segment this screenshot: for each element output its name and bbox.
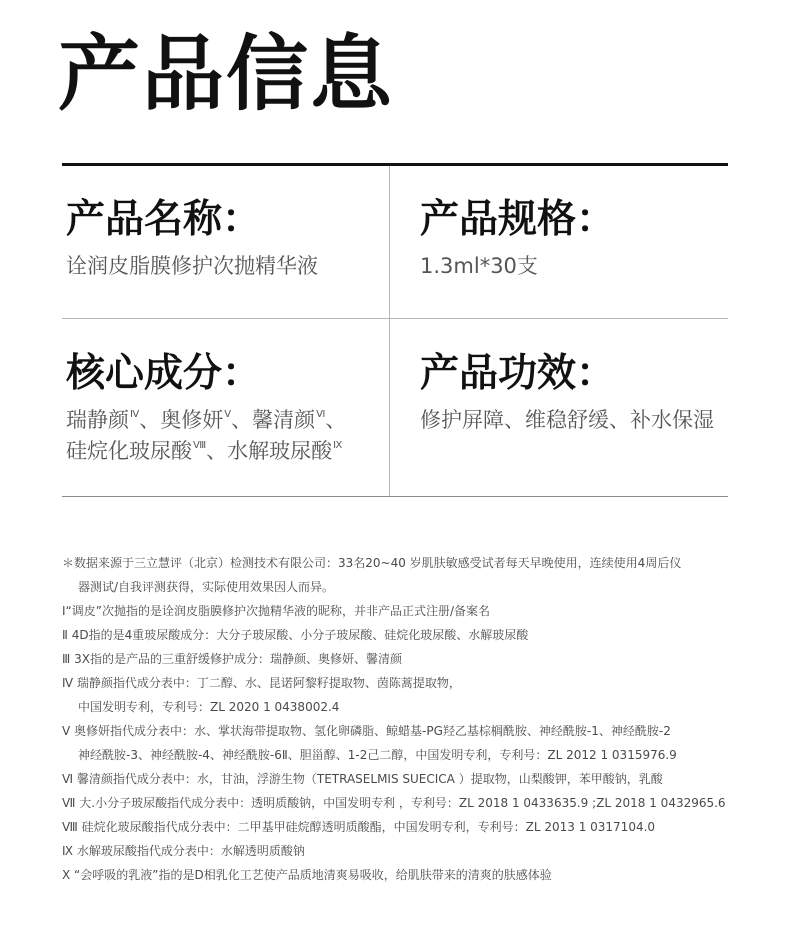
footnote: 器测试/自我评测获得，实际使用效果因人而异。 [78,580,335,594]
page-title: 产品信息 [58,27,395,122]
product-spec-value: 1.3ml*30支 [420,253,538,278]
product-efficacy-label: 产品功效： [420,351,616,396]
grid-divider-bottom [62,496,728,497]
footnote: ＊数据来源于三立慧评（北京）检测技术有限公司：33名20~40 岁肌肤敏感受试者每天早晚使用，连续使用4周后仪 [62,556,682,570]
footnote: Ⅶ 大.小分子玻尿酸指代成分表中：透明质酸钠，中国发明专利 ，专利号：ZL 2018 1 0433635.9 ;ZL 2018 1 0432965.6 [62,796,726,810]
footnote: Ⅲ 3X指的是产品的三重舒缓修护成分：瑞静颜、奥修妍、馨清颜 [62,652,402,666]
product-name-cell [66,198,318,282]
product-spec-cell [420,198,615,282]
footnote: Ⅷ 硅烷化玻尿酸指代成分表中：二甲基甲硅烷醇透明质酸酯，中国发明专利，专利号：ZL 2013 1 0317104.0 [62,820,656,834]
footnote: Ⅵ 馨清颜指代成分表中：水，甘油，浮游生物（TETRASELMIS SUECICA ）提取物，山梨酸钾，苯甲酸钠，乳酸 [62,772,663,786]
product-spec-label: 产品规格： [420,197,616,242]
footnote: Ⅹ “会呼吸的乳液”指的是D相乳化工艺使产品质地清爽易吸收，给肌肤带来的清爽的肤感体验 [62,868,552,882]
grid-divider-vertical [389,166,390,496]
core-ingredients-value [66,405,346,468]
top-rule [62,163,728,166]
grid-divider-middle [62,318,728,319]
ingredient-item: 硅烷化玻尿酸$^Ⅷ$、 [66,439,228,464]
ingredient-item: 奥修妍$^Ⅴ$、 [160,407,253,432]
footnote: Ⅸ 水解玻尿酸指代成分表中：水解透明质酸钠 [62,844,305,858]
core-ingredients-label: 核心成分： [66,351,262,396]
ingredient-item: 馨清颜$^Ⅵ$、 [252,407,347,432]
product-efficacy-value: 修护屏障、维稳舒缓、补水保湿 [420,407,714,432]
footnote: 中国发明专利，专利号：ZL 2020 1 0438002.4 [78,700,340,714]
core-ingredients-cell [66,352,346,468]
footnote: Ⅳ 瑞静颜指代成分表中：丁二醇、水、昆诺阿黎籽提取物、茵陈蒿提取物， [62,676,461,690]
ingredient-item: 瑞静颜$^Ⅳ$、 [66,407,161,432]
product-efficacy-cell [420,352,714,436]
product-name-label: 产品名称： [66,197,262,242]
ingredient-item: 水解玻尿酸$^Ⅸ$ [227,439,343,464]
footnote: Ⅱ 4D指的是4重玻尿酸成分：大分子玻尿酸、小分子玻尿酸、硅烷化玻尿酸、水解玻尿酸 [62,628,529,642]
footnote: Ⅰ“调皮”次抛指的是诠润皮脂膜修护次抛精华液的昵称，并非产品正式注册/备案名 [62,604,491,618]
footnote: 神经酰胺-3、神经酰胺-4、神经酰胺-6Ⅱ、胆甾醇、1-2己二醇，中国发明专利，专利号：ZL 2012 1 0315976.9 [78,748,677,762]
product-name-value: 诠润皮脂膜修护次抛精华液 [66,253,318,278]
footnotes [62,551,734,887]
footnote: Ⅴ 奥修妍指代成分表中：水、掌状海带提取物、氢化卵磷脂、鲸蜡基-PG羟乙基棕榈酰胺、神经酰胺-1、神经酰胺-2 [62,724,671,738]
